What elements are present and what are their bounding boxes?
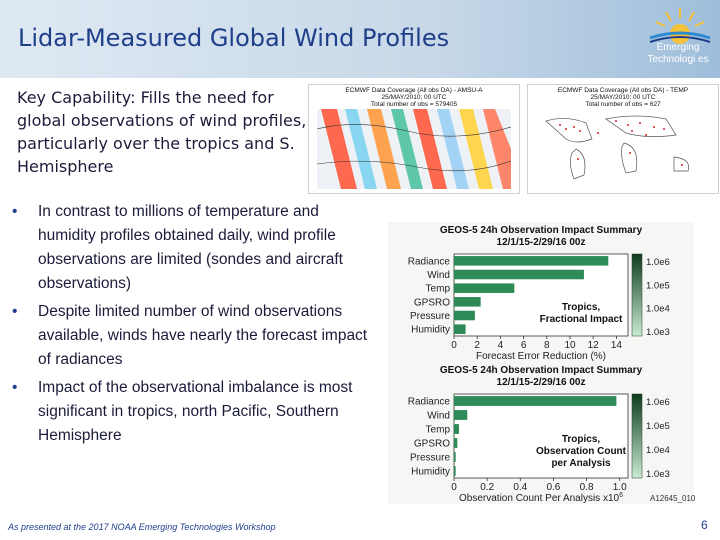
x-tick-label: 8 [544, 340, 550, 351]
temp-coverage-points [536, 109, 710, 189]
colorbar-tick-label: 1.0e6 [646, 257, 670, 268]
category-label: Temp [425, 283, 450, 295]
bar-gpsro [454, 297, 481, 307]
footer-credit: As presented at the 2017 NOAA Emerging Technologies Workshop [8, 522, 276, 532]
map-title-line: ECMWF Data Coverage (All obs DA) - AMSU-A [345, 87, 483, 94]
bar-humidity [454, 324, 466, 334]
chart-subtitle: 12/1/15-2/29/16 00z [496, 237, 586, 248]
impact-chart-count [388, 362, 694, 504]
category-label: GPSRO [413, 297, 450, 309]
category-label: Wind [427, 410, 450, 422]
temp-coverage-map [527, 84, 719, 194]
bar-gpsro [454, 438, 457, 448]
amsu-coverage-swaths [317, 109, 511, 189]
colorbar [632, 394, 642, 478]
emerging-technologies-logo [636, 4, 720, 78]
slide-title: Lidar-Measured Global Wind Profiles [18, 24, 450, 52]
bar-radiance [454, 256, 608, 266]
colorbar-tick-label: 1.0e4 [646, 445, 670, 456]
chart-annotation: Observation Count [535, 446, 627, 457]
category-label: Temp [425, 424, 450, 436]
x-tick-label: 1.0 [612, 482, 627, 493]
bar-wind [454, 270, 584, 280]
bar-temp [454, 283, 514, 293]
bullet-item [10, 300, 380, 372]
map-title-line: ECMWF Data Coverage (All obs DA) - TEMP [557, 87, 689, 94]
bullet-item [10, 376, 380, 448]
colorbar [632, 254, 642, 336]
x-tick-label: 12 [587, 340, 599, 351]
impact-chart-fractional [388, 222, 694, 362]
colorbar-tick-label: 1.0e3 [646, 327, 670, 338]
x-tick-label: 0.6 [546, 482, 561, 493]
figure-id: A12645_010 [650, 494, 696, 503]
x-tick-label: 0.2 [480, 482, 495, 493]
x-tick-label: 0.4 [513, 482, 528, 493]
bullet-item [10, 200, 380, 296]
chart-annotation: Tropics, [561, 302, 601, 313]
count-chart-svg [388, 362, 694, 504]
map-date-line: 25/MAY/2010; 00 UTC [381, 94, 447, 101]
chart-title: GEOS-5 24h Observation Impact Summary [439, 225, 643, 236]
key-capability-text: Key Capability: Fills the need for global observations of wind profiles, particularly over the tropics and S. Hemisphere [17, 88, 307, 176]
bullet-text: Despite limited number of wind observations available, winds have nearly the forecast impact of radiances [38, 303, 368, 368]
bar-temp [454, 424, 459, 434]
page-number: 6 [701, 518, 708, 532]
amsu-coverage-map [308, 84, 520, 194]
bullet-text: In contrast to millions of temperature and humidity profiles obtained daily, wind profile observations are limited (sondes and aircraft observations) [38, 203, 343, 292]
x-axis-label: Observation Count Per Analysis $x10^6$ [459, 492, 623, 504]
map-title [528, 85, 718, 108]
x-tick-label: 2 [474, 340, 480, 351]
chart-annotation: Fractional Impact [539, 314, 623, 325]
map-title [309, 85, 519, 108]
impact-chart-svg [388, 222, 694, 362]
bullet-dot-icon: • [12, 379, 18, 396]
colorbar-tick-label: 1.0e5 [646, 280, 670, 292]
slide-header [0, 0, 720, 78]
map-count-line: Total number of obs = 579405 [370, 101, 458, 108]
chart-annotation: Tropics, [561, 434, 601, 445]
x-tick-label: 0 [451, 340, 457, 351]
bullet-list [10, 200, 380, 452]
category-label: Wind [427, 270, 450, 281]
category-label: Pressure [409, 311, 450, 322]
bullet-dot-icon: • [12, 303, 18, 320]
x-tick-label: 10 [564, 340, 576, 351]
category-label: Radiance [407, 256, 450, 268]
colorbar-tick-label: 1.0e5 [646, 421, 670, 432]
x-tick-label: 0.8 [579, 482, 594, 493]
chart-subtitle: 12/1/15-2/29/16 00z [496, 377, 586, 388]
x-tick-label: 4 [497, 340, 504, 351]
bullet-dot-icon: • [12, 203, 18, 220]
bar-pressure [454, 452, 456, 462]
sun-icon [636, 4, 720, 44]
x-tick-label: 0 [451, 482, 457, 493]
x-axis-label: Forecast Error Reduction (%) [475, 351, 607, 362]
bar-radiance [454, 396, 616, 406]
chart-title: GEOS-5 24h Observation Impact Summary [439, 365, 643, 376]
category-label: Humidity [411, 466, 450, 478]
x-tick-label: 14 [610, 340, 622, 351]
map-date-line: 25/MAY/2010; 00 UTC [590, 94, 656, 101]
category-label: Pressure [409, 452, 450, 464]
colorbar-tick-label: 1.0e6 [646, 397, 670, 408]
logo-text: Emerging Technologi es [647, 42, 709, 65]
bar-wind [454, 410, 467, 420]
category-label: Radiance [407, 396, 450, 408]
colorbar-tick-label: 1.0e4 [646, 303, 670, 315]
x-tick-label: 6 [520, 340, 527, 351]
category-label: GPSRO [413, 438, 450, 450]
bar-humidity [454, 466, 456, 476]
map-count-line: Total number of obs = 627 [585, 101, 661, 108]
colorbar-tick-label: 1.0e3 [646, 469, 670, 480]
category-label: Humidity [411, 324, 450, 336]
bullet-text: Impact of the observational imbalance is most significant in tropics, north Pacific, Southern Hemisphere [38, 379, 353, 444]
bar-pressure [454, 311, 475, 321]
chart-annotation: per Analysis [551, 458, 611, 469]
